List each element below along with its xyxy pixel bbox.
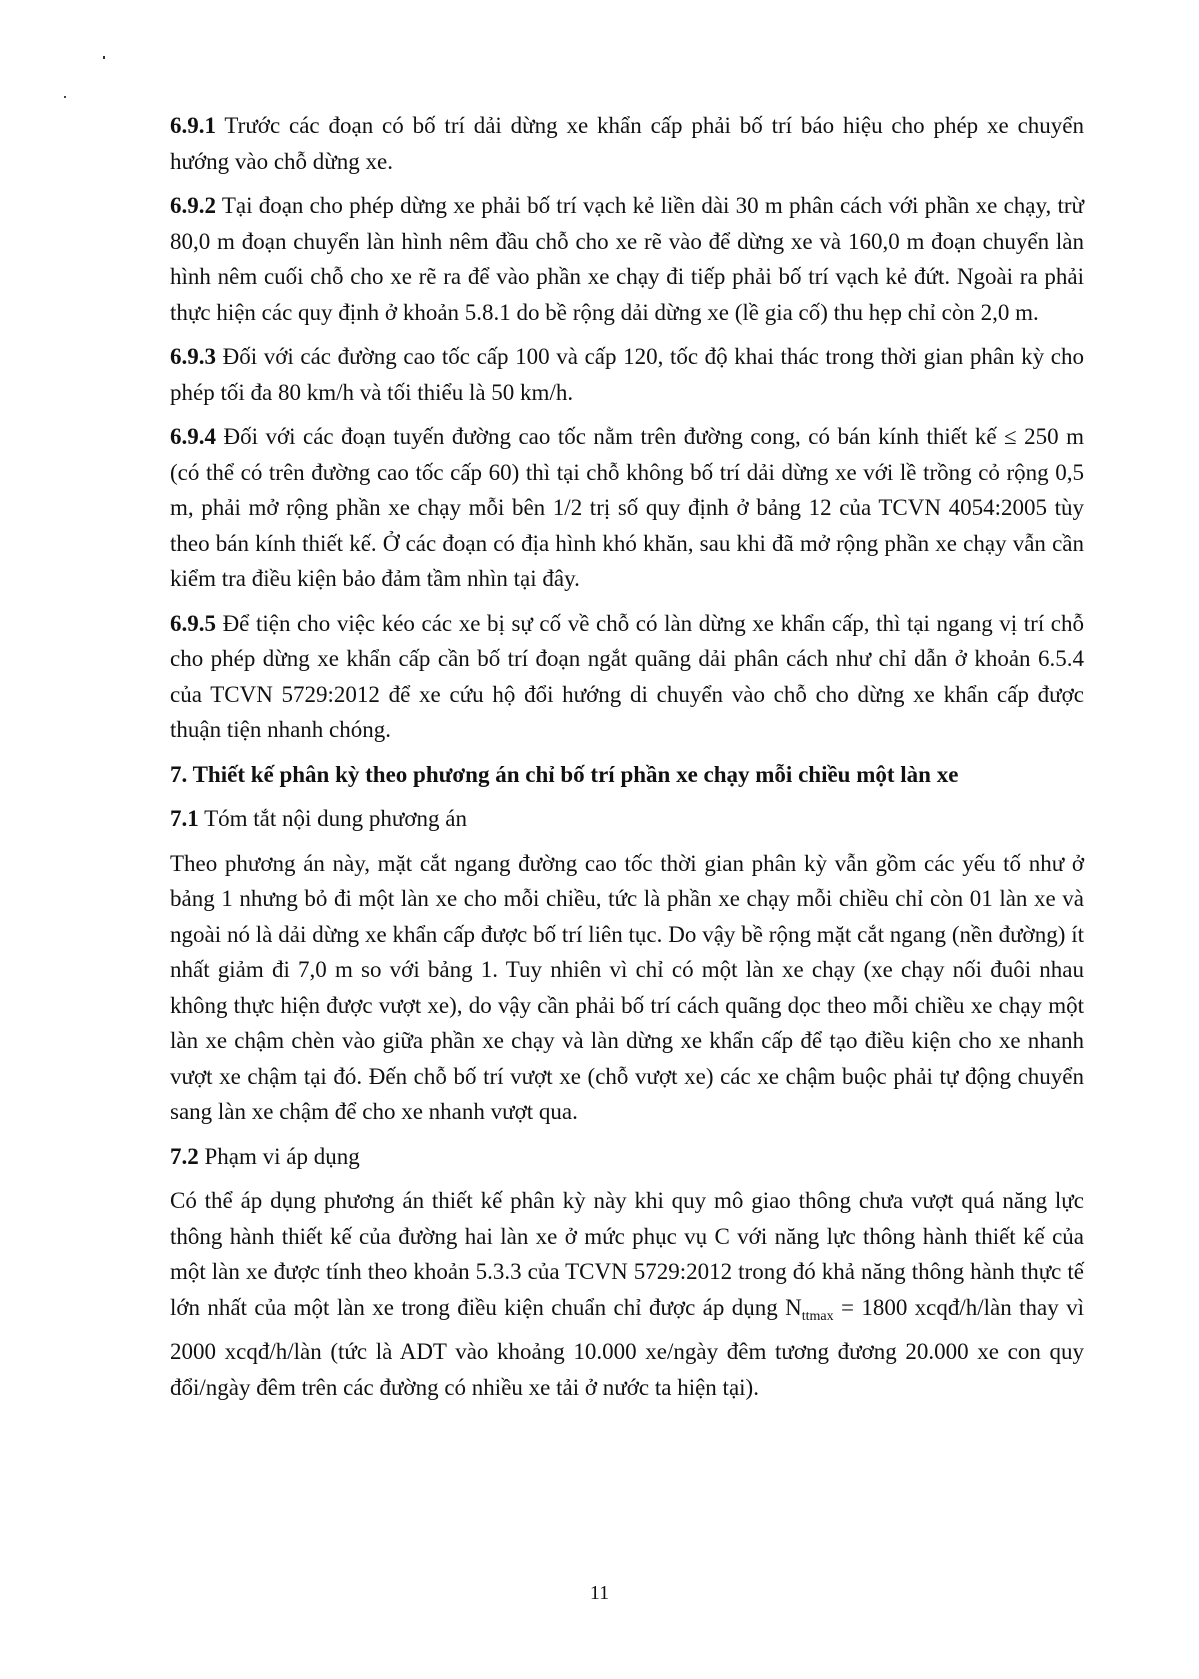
section-title: Phạm vi áp dụng (198, 1143, 360, 1169)
body-text: Có thể áp dụng phương án thiết kế phân kỳ này khi quy mô giao thông chưa vượt quá năng lực thông hành thiết kế của đường hai làn xe ở mức phục vụ C với năng lực thông hành thiết kế của một làn xe được tính theo khoản 5.3.3 của TCVN 5729:2012 trong đó khả năng thông hành thực tế lớn nhất của một làn xe trong điều kiện chuẩn chỉ được áp dụng N (170, 1188, 1084, 1320)
section-text: Để tiện cho việc kéo các xe bị sự cố về chỗ có làn dừng xe khẩn cấp, thì tại ngang vị trí chỗ cho phép dừng xe khẩn cấp cần bố trí đoạn ngắt quãng dải phân cách như chỉ dẫn ở khoản 6.5.4 của TCVN 5729:2012 để xe cứu hộ đổi hướng di chuyển vào chỗ cho dừng xe khẩn cấp được thuận tiện nhanh chóng. (170, 610, 1084, 742)
section-text: Đối với các đường cao tốc cấp 100 và cấp 120, tốc độ khai thác trong thời gian phân kỳ cho phép tối đa 80 km/h và tối thiểu là 50 km/h. (170, 344, 1084, 405)
body-text: = 1800 xcqđ/h/làn thay vì 2000 xcqđ/h/làn (tức là ADT vào khoảng 10.000 xe/ngày đêm tương đương 20.000 xe con quy đổi/ngày đêm trên các đường có nhiều xe tải ở nước ta hiện tại). (170, 1294, 1084, 1400)
section-7-2-title (170, 1139, 1084, 1175)
section-text: Trước các đoạn có bố trí dải dừng xe khẩn cấp phải bố trí báo hiệu cho phép xe chuyển hướng vào chỗ dừng xe. (170, 113, 1084, 174)
section-text: Tại đoạn cho phép dừng xe phải bố trí vạch kẻ liền dài 30 m phân cách với phần xe chạy, trừ 80,0 m đoạn chuyển làn hình nêm đầu chỗ cho xe rẽ vào để dừng xe và 160,0 m đoạn chuyển làn hình nêm cuối chỗ cho xe rẽ ra để vào phần xe chạy đi tiếp phải bố trí vạch kẻ đứt. Ngoài ra phải thực hiện các quy định ở khoản 5.8.1 do bề rộng dải dừng xe (lề gia cố) thu hẹp chỉ còn 2,0 m. (170, 193, 1084, 325)
section-6-9-4 (170, 419, 1084, 597)
section-7-1-body: Theo phương án này, mặt cắt ngang đường cao tốc thời gian phân kỳ vẫn gồm các yếu tố như ở bảng 1 nhưng bỏ đi một làn xe cho mỗi chiều, tức là phần xe chạy mỗi chiều chỉ còn 01 làn xe và ngoài nó là dải dừng xe khẩn cấp được bố trí liên tục. Do vậy bề rộng mặt cắt ngang (nền đường) ít nhất giảm đi 7,0 m so với bảng 1. Tuy nhiên vì chỉ có một làn xe chạy (xe chạy nối đuôi nhau không thực hiện được vượt xe), do vậy cần phải bố trí cách quãng dọc theo mỗi chiều xe chạy một làn xe chậm chèn vào giữa phần xe chạy và làn dừng xe khẩn cấp để tạo điều kiện cho xe nhanh vượt xe chậm tại đó. Đến chỗ bố trí vượt xe (chỗ vượt xe) các xe chậm buộc phải tự động chuyển sang làn xe chậm để cho xe nhanh vượt qua. (170, 850, 1084, 1124)
page-number: 11 (589, 1582, 610, 1604)
section-number: 6.9.4 (170, 424, 216, 449)
section-number: 6.9.1 (170, 113, 216, 138)
section-text: Đối với các đoạn tuyến đường cao tốc nằm trên đường cong, có bán kính thiết kế ≤ 250 m (có thể có trên đường cao tốc cấp 60) thì tại chỗ không bố trí dải dừng xe với lề trồng cỏ rộng 0,5 m, phải mở rộng phần xe chạy mỗi bên 1/2 trị số quy định ở bảng 12 của TCVN 4054:2005 tùy theo bán kính thiết kế. Ở các đoạn có địa hình khó khăn, sau khi đã mở rộng phần xe chạy vẫn cần kiểm tra điều kiện bảo đảm tầm nhìn tại đây. (170, 424, 1084, 591)
section-6-9-5 (170, 606, 1084, 748)
scan-speck (103, 56, 105, 59)
section-number: 7.1 (170, 806, 199, 831)
section-7-2-body (170, 1183, 1084, 1405)
section-number: 6.9.5 (170, 610, 216, 636)
section-6-9-3 (170, 339, 1084, 410)
section-7-heading: 7. Thiết kế phân kỳ theo phương án chỉ bố trí phần xe chạy mỗi chiều một làn xe (170, 761, 959, 787)
subscript: ttmax (801, 1308, 834, 1324)
section-6-9-1 (170, 108, 1084, 179)
section-number: 6.9.3 (170, 344, 216, 369)
section-number: 7.2 (170, 1143, 199, 1169)
scan-speck (64, 96, 66, 98)
section-number: 6.9.2 (170, 193, 216, 218)
section-title: Tóm tắt nội dung phương án (198, 806, 467, 831)
section-6-9-2 (170, 188, 1084, 330)
section-7-1-title (170, 801, 1084, 837)
page-content (170, 108, 1084, 1414)
